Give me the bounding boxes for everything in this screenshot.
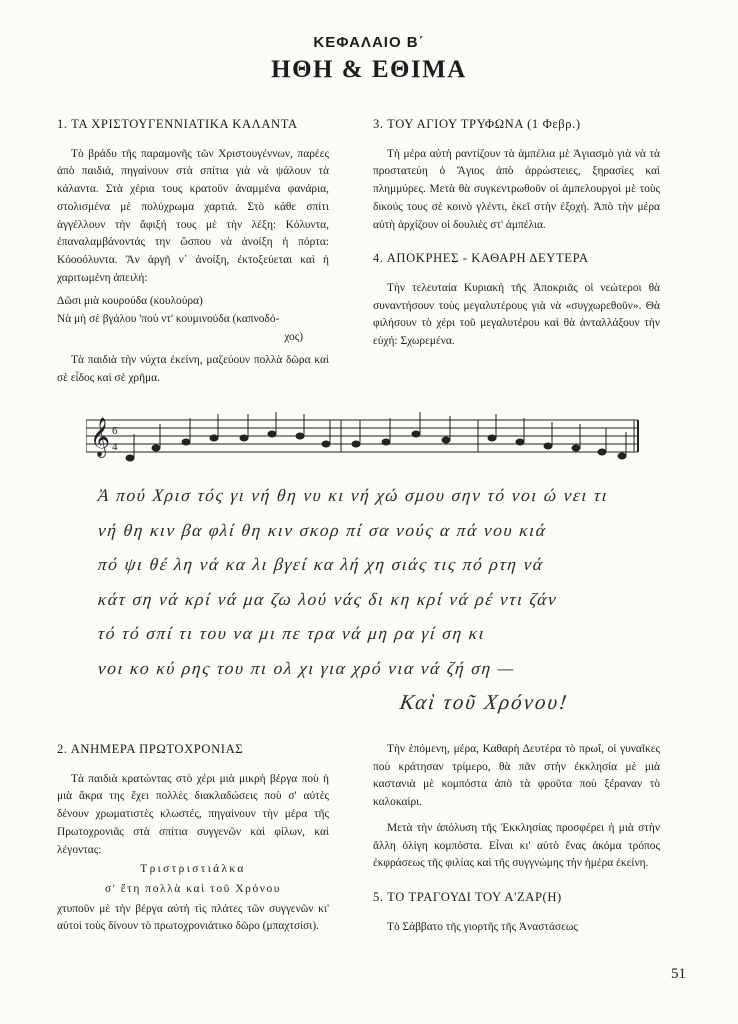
section-2-paragraph: Τὰ παιδιὰ κρατώντας στὸ χέρι μιὰ μικρὴ βέργα ποὺ ἡ μιὰ ἄκρα της ἔχει πολλὲς διακλαδώσεις ποὺ σ' αὐτὲς δένουν χρωματιστὲς κλωστές, πηγαίνουν τὴν μέρα τῆς Πρωτοχρονιᾶς στὰ σπίτια συγγενῶν καὶ φίλων, καὶ λέγοντας: <box>57 772 329 856</box>
svg-text:𝄞: 𝄞 <box>90 417 111 457</box>
music-score <box>86 408 646 685</box>
svg-text:6: 6 <box>112 425 118 437</box>
svg-text:4: 4 <box>112 441 118 453</box>
section-2-title: 2. ΑΝΗΜΕΡΑ ΠΡΩΤΟΧΡΟΝΙΑΣ <box>57 742 244 756</box>
section-1-title: 1. ΤΑ ΧΡΙΣΤΟΥΓΕΝΝΙΑΤΙΚΑ ΚΑΛΑΝΤΑ <box>57 117 298 131</box>
handwritten-lyric-line: νοι κο κύ ρης του πι ολ χι για χρό νια νά ζή ση — <box>96 657 517 678</box>
right-column-bottom <box>373 741 660 938</box>
handwritten-sign-off: Καὶ τοῦ Χρόνου! <box>398 690 571 714</box>
section-1-closing: Τὰ παιδιὰ τὴν νύχτα ἐκείνη, μαζεύουν πολλὰ δῶρα καὶ σὲ εἶδος καὶ σὲ χρῆμα. <box>57 354 329 385</box>
section-2-verse-line: Τριστριστιάλκα <box>140 863 246 876</box>
handwritten-lyric-line: πό ψι θέ λη νά κα λι βγεί κα λή χη σιάς τις πό ρτη νά <box>96 554 545 574</box>
verse-line: Νὰ μὴ σὲ βγάλου 'ποὺ ντ' κουμινούδα (καπνοδό- <box>57 313 280 326</box>
chapter-title: ΗΘΗ & ΕΘΙΜΑ <box>271 56 467 83</box>
section-4-continuation: Μετὰ τὴν ἀπόλυση τῆς Ἐκκλησίας προσφέρει ἡ μιὰ στὴν ἄλλη ὀλίγη κομπόστα. Εἶναι κι' αὐτὸ ἕνας ἀκόμα τρόπος ἐκφράσεως τῆς φιλίας καὶ τῆς συγγνώμης τὴν ἡμέρα ἐκείνη. <box>373 821 660 870</box>
section-1-verse <box>57 293 329 346</box>
right-column-top <box>373 116 660 353</box>
left-column-top <box>57 116 329 390</box>
page-number: 51 <box>671 966 686 982</box>
left-column-bottom <box>57 741 329 938</box>
section-1-paragraph: Τὸ βράδυ τῆς παραμονῆς τῶν Χριστουγέννων, παρέες ἀπὸ παιδιά, πηγαίνουν στὰ σπίτια γιὰ νὰ ψάλουν τὰ κάλαντα. Στὰ χέρια τους κρατοῦν ἀναμμένα φανάρια, στολισμένα μὲ πολύχρωμα χαρτιά. Στὸ κάθε σπίτι ἀγγέλλουν τὴν ἄφιξή τους μὲ τὴν λέξη: Κόλυντα, ἐπαναλαμβάνοντάς την ὥσπου νὰ ἀνοίξη ἡ πόρτα: Κόοοόλυντα. Ἂν ἀργῆ ν᾽ ἀνοίξη, ἐκτοξεύεται καὶ ἡ χαριτωμένη ἀπειλή: <box>57 147 329 284</box>
section-3-paragraph: Τὴ μέρα αὐτὴ ραντίζουν τὰ ἀμπέλια μὲ Ἁγιασμὸ γιὰ νὰ τὰ προστατεύη ὁ Ἅγιος ἀπὸ ἀρρώστειες, ξηρασίες καὶ πλημμύρες. Μετὰ θὰ συγκεντρωθοῦν οἱ ἀμπελουργοὶ μὲ τοὺς δικούς τους σὲ κοινὸ γλέντι, ἐκεῖ στὴν ἐξοχή. Ἀπὸ τὴν μέρα αὐτὴ ἀρχίζουν οἱ δουλιὲς στ' ἀμπέλια. <box>373 147 660 231</box>
section-5-title: 5. ΤΟ ΤΡΑΓΟΥΔΙ ΤΟΥ Α'ΖΑΡ(Η) <box>373 889 562 904</box>
verse-line: Δῶσι μιὰ κουρούδα (κουλούρα) <box>57 295 203 308</box>
section-5-paragraph: Τὸ Σάββατο τῆς γιορτῆς τῆς Ἀναστάσεως <box>387 920 578 933</box>
chapter-label: ΚΕΦΑΛΑΙΟ Β΄ <box>313 34 425 51</box>
handwritten-lyric-line: κάτ ση νά κρί νά μα ζω λού νάς δι κη κρί νά ρέ ντι ζάν <box>96 588 559 609</box>
handwritten-lyric-line: νή θη κιν βα φλί θη κιν σκορ πί σα νούς α πά νου κιά <box>96 519 548 540</box>
handwritten-lyric-line: Ἀ πού Χρισ τός γι νή θη νυ κι νή χώ σμου σην τό νοι ώ νει τι <box>96 485 610 505</box>
section-2-verse-line: σ' ἔτη πολλὰ καὶ τοῦ Χρόνου <box>104 882 282 895</box>
section-4-continuation: Τὴν ἑπόμενη, μέρα, Καθαρὴ Δευτέρα τὸ πρωΐ, οἱ γυναῖκες ποὺ κράτησαν τρίμερο, θὰ πᾶν στὴν ἐκκλησία μὲ μιὰ καστανιὰ μὲ κομπόστα ἀπὸ τὰ φροῦτα ποὺ ξέραναν τὸ καλοκαίρι. <box>373 743 660 809</box>
music-staff-illustration <box>86 408 646 478</box>
section-4-title: 4. ΑΠΟΚΡΗΕΣ - ΚΑΘΑΡΗ ΔΕΥΤΕΡΑ <box>373 251 589 266</box>
section-4-paragraph: Τὴν τελευταία Κυριακὴ τῆς Ἀποκριᾶς οἱ νεώτεροι θὰ συναντήσουν τοὺς μεγαλυτέρους γιὰ νὰ «συγχωρεθοῦν». Θὰ φιλήσουν τὸ χέρι τοῦ μεγαλυτέρου καὶ θὰ ἀνταλλάξουν τὴν εὐχή: Σχωρεμένα. <box>373 281 660 348</box>
handwritten-lyric-line: τό τό σπί τι του να μι πε τρα νά μη ρα γί ση κι <box>96 623 487 643</box>
section-2-closing: χτυποῦν μὲ τὴν βέργα αὐτὴ τὶς πλάτες τῶν συγγενῶν κι' αὐτοὶ τοὺς δίνουν τὸ πρωτοχρονιάτικο δῶρο (μπαχτσίσι). <box>57 902 329 933</box>
section-3-title: 3. ΤΟΥ ΑΓΙΟΥ ΤΡΥΦΩΝΑ (1 Φεβρ.) <box>373 117 581 131</box>
verse-line-hang: χος) <box>284 330 303 343</box>
